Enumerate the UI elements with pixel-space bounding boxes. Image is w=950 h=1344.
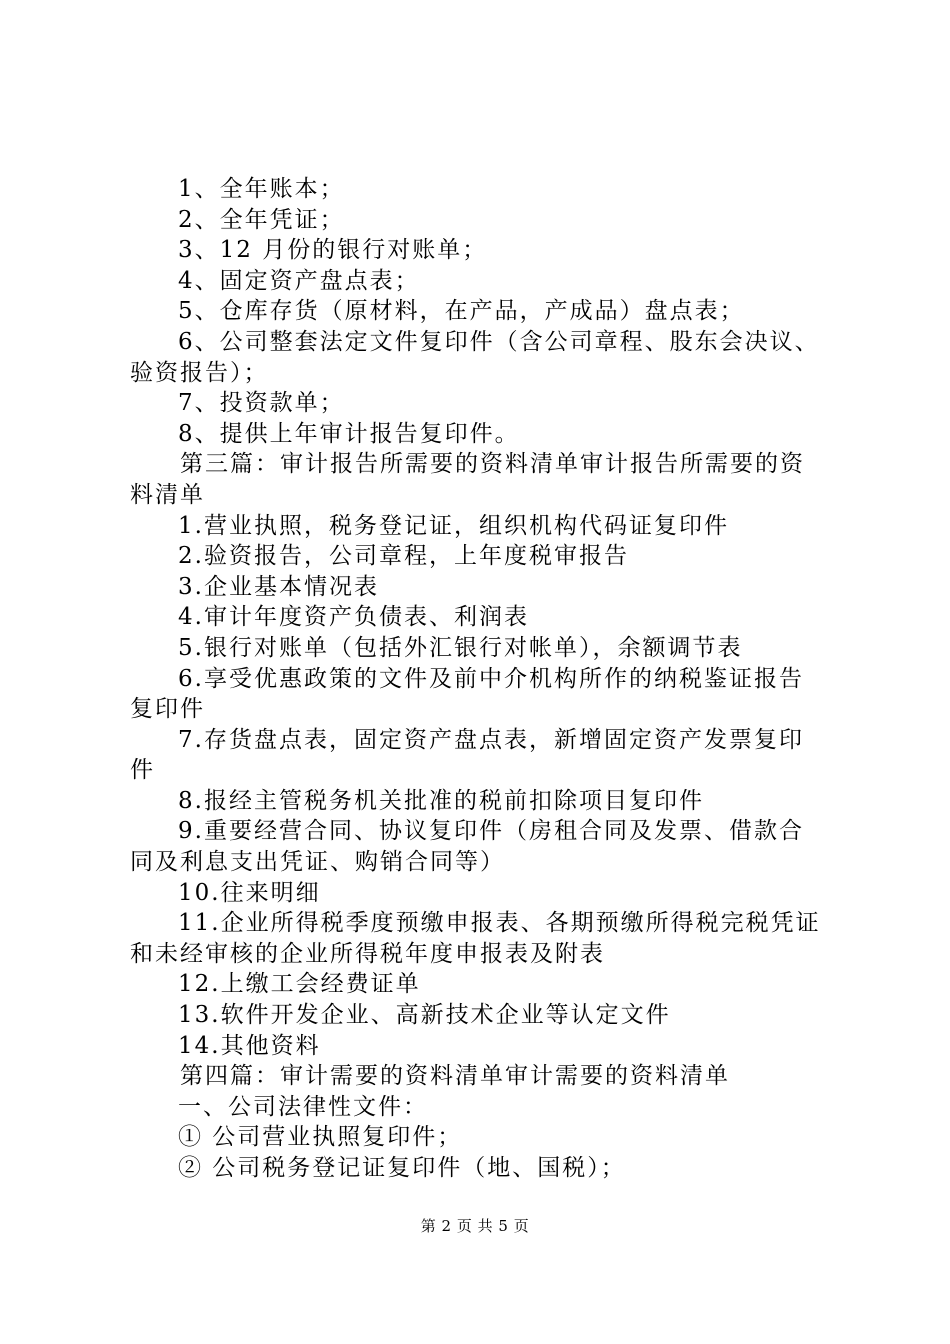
text-line: 1.营业执照，税务登记证，组织机构代码证复印件 [178,512,729,539]
text-line: 和未经审核的企业所得税年度申报表及附表 [130,940,605,967]
text-line: 4、固定资产盘点表； [178,267,420,294]
text-line: 6.享受优惠政策的文件及前中介机构所作的纳税鉴证报告 [178,665,804,692]
text-line: 3、12 月份的银行对账单； [178,237,488,264]
text-line: 验资报告）； [130,359,269,386]
text-line: 料清单 [130,481,205,508]
text-line: 复印件 [130,696,205,723]
page-footer: 第 2 页 共 5 页 [420,1217,530,1235]
text-line: 一、公司法律性文件： [178,1093,428,1120]
text-line: 13.软件开发企业、高新技术企业等认定文件 [178,1002,671,1029]
text-line: 第三篇：审计报告所需要的资料清单审计报告所需要的资 [180,451,805,478]
text-line: 第四篇：审计需要的资料清单审计需要的资料清单 [180,1063,730,1090]
text-line: 8.报经主管税务机关批准的税前扣除项目复印件 [178,787,704,814]
document-body [130,174,830,1184]
text-line: 4.审计年度资产负债表、利润表 [178,604,529,631]
text-line: 件 [130,757,155,784]
text-line: ② 公司税务登记证复印件（地、国税）； [178,1155,626,1181]
text-line: 5、仓库存货（原材料，在产品，产成品）盘点表； [178,298,745,325]
text-line: 7.存货盘点表，固定资产盘点表，新增固定资产发票复印 [178,726,804,753]
text-line: 9.重要经营合同、协议复印件（房租合同及发票、借款合 [178,818,804,845]
text-line: 12.上缴工会经费证单 [178,971,421,998]
text-line: 14.其他资料 [178,1032,321,1059]
text-line: 同及利息支出凭证、购销合同等） [130,849,505,876]
text-line: 8、提供上年审计报告复印件。 [178,420,520,447]
text-line: 3.企业基本情况表 [178,573,379,600]
text-line: 2、全年凭证； [178,206,345,233]
text-line: 2.验资报告，公司章程，上年度税审报告 [178,543,629,570]
text-line: 5.银行对账单（包括外汇银行对帐单），余额调节表 [178,634,743,661]
text-line: 1、全年账本； [178,176,345,202]
text-line: 6、公司整套法定文件复印件（含公司章程、股东会决议、 [178,328,820,355]
text-line: ① 公司营业执照复印件； [178,1124,463,1151]
text-line: 10.往来明细 [178,879,321,906]
text-line: 11.企业所得税季度预缴申报表、各期预缴所得税完税凭证 [178,910,821,937]
text-line: 7、投资款单； [178,390,345,417]
